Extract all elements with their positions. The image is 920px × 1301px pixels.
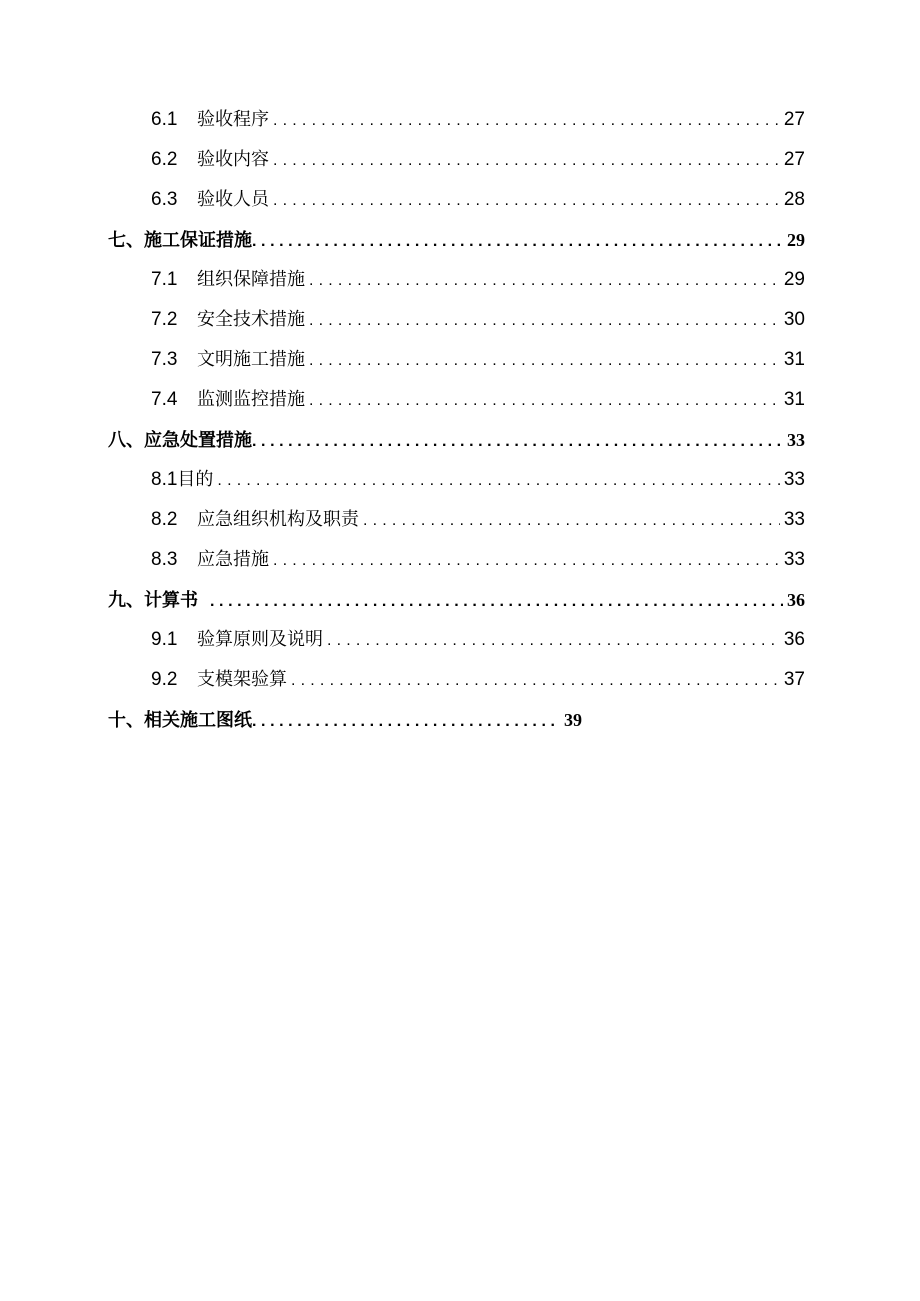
toc-number: 9.2 [151, 669, 178, 690]
toc-entry-6-2[interactable] [151, 146, 805, 174]
toc-entry-7-1[interactable] [151, 266, 805, 294]
dot-leader [309, 387, 780, 415]
toc-number: 7.2 [151, 309, 178, 330]
toc-page-number: 33 [783, 469, 805, 490]
toc-entry-9-1[interactable] [151, 626, 805, 654]
dot-leader [273, 187, 780, 215]
dot-leader [291, 667, 780, 695]
toc-chapter-10[interactable] [108, 706, 582, 734]
dot-leader [273, 107, 780, 135]
dot-leader [210, 588, 783, 616]
toc-page-number: 29 [783, 269, 805, 290]
dot-leader [309, 347, 780, 375]
dot-leader [273, 147, 780, 175]
toc-chapter-7[interactable] [108, 226, 805, 254]
toc-title: 九、计算书 [108, 590, 198, 611]
toc-entry-8-3[interactable] [151, 546, 805, 574]
dot-leader [273, 547, 780, 575]
dot-leader [217, 467, 779, 495]
toc-title: 验算原则及说明 [197, 629, 323, 650]
toc-number: 7.3 [151, 349, 178, 370]
toc-page-number: 29 [787, 230, 805, 250]
dot-leader [327, 627, 780, 655]
toc-title: 验收内容 [197, 149, 269, 170]
toc-page-number: 36 [783, 629, 805, 650]
toc-chapter-9[interactable] [108, 586, 805, 614]
toc-title: 组织保障措施 [197, 269, 305, 290]
toc-page-number: 31 [783, 349, 805, 370]
toc-title: 验收程序 [197, 109, 269, 130]
toc-page-number: 39 [564, 710, 582, 730]
toc-number: 6.1 [151, 109, 178, 130]
toc-number: 7.1 [151, 269, 178, 290]
toc-page-number: 31 [783, 389, 805, 410]
dot-leader [252, 428, 783, 456]
toc-page-number: 33 [783, 509, 805, 530]
toc-page-number: 28 [783, 189, 805, 210]
toc-number: 6.2 [151, 149, 178, 170]
toc-number: 8.3 [151, 549, 178, 570]
toc-page-number: 27 [783, 149, 805, 170]
toc-page-number: 33 [783, 549, 805, 570]
toc-entry-9-2[interactable] [151, 666, 805, 694]
toc-title: 七、施工保证措施 [108, 230, 252, 251]
toc-number: 9.1 [151, 629, 178, 650]
toc-title: 安全技术措施 [197, 309, 305, 330]
toc-entry-7-3[interactable] [151, 346, 805, 374]
toc-entry-6-1[interactable] [151, 106, 805, 134]
toc-entry-8-2[interactable] [151, 506, 805, 534]
toc-page-number: 33 [787, 430, 805, 450]
toc-entry-7-4[interactable] [151, 386, 805, 414]
toc-page-number: 37 [783, 669, 805, 690]
toc-title: 文明施工措施 [197, 349, 305, 370]
toc-entry-7-2[interactable] [151, 306, 805, 334]
dot-leader [252, 228, 783, 256]
toc-title: 验收人员 [197, 189, 269, 210]
toc-title: 十、相关施工图纸 [108, 710, 252, 731]
dot-leader [252, 708, 560, 736]
toc-title: 监测监控措施 [197, 389, 305, 410]
dot-leader [309, 267, 780, 295]
dot-leader [363, 507, 780, 535]
toc-title: 应急措施 [197, 549, 269, 570]
toc-title: 应急组织机构及职责 [197, 509, 359, 530]
toc-title: 目的 [177, 469, 214, 490]
toc-page-number: 27 [783, 109, 805, 130]
toc-page-number: 36 [787, 590, 805, 610]
toc-number: 7.4 [151, 389, 178, 410]
toc-chapter-8[interactable] [108, 426, 805, 454]
toc-entry-6-3[interactable] [151, 186, 805, 214]
toc-page-number: 30 [783, 309, 805, 330]
toc-number: 6.3 [151, 189, 178, 210]
toc-title: 支模架验算 [197, 669, 287, 690]
toc-number: 8.1 [151, 469, 178, 490]
toc-title: 八、应急处置措施 [108, 430, 252, 451]
toc-entry-8-1[interactable] [151, 466, 805, 494]
toc-number: 8.2 [151, 509, 178, 530]
dot-leader [309, 307, 780, 335]
